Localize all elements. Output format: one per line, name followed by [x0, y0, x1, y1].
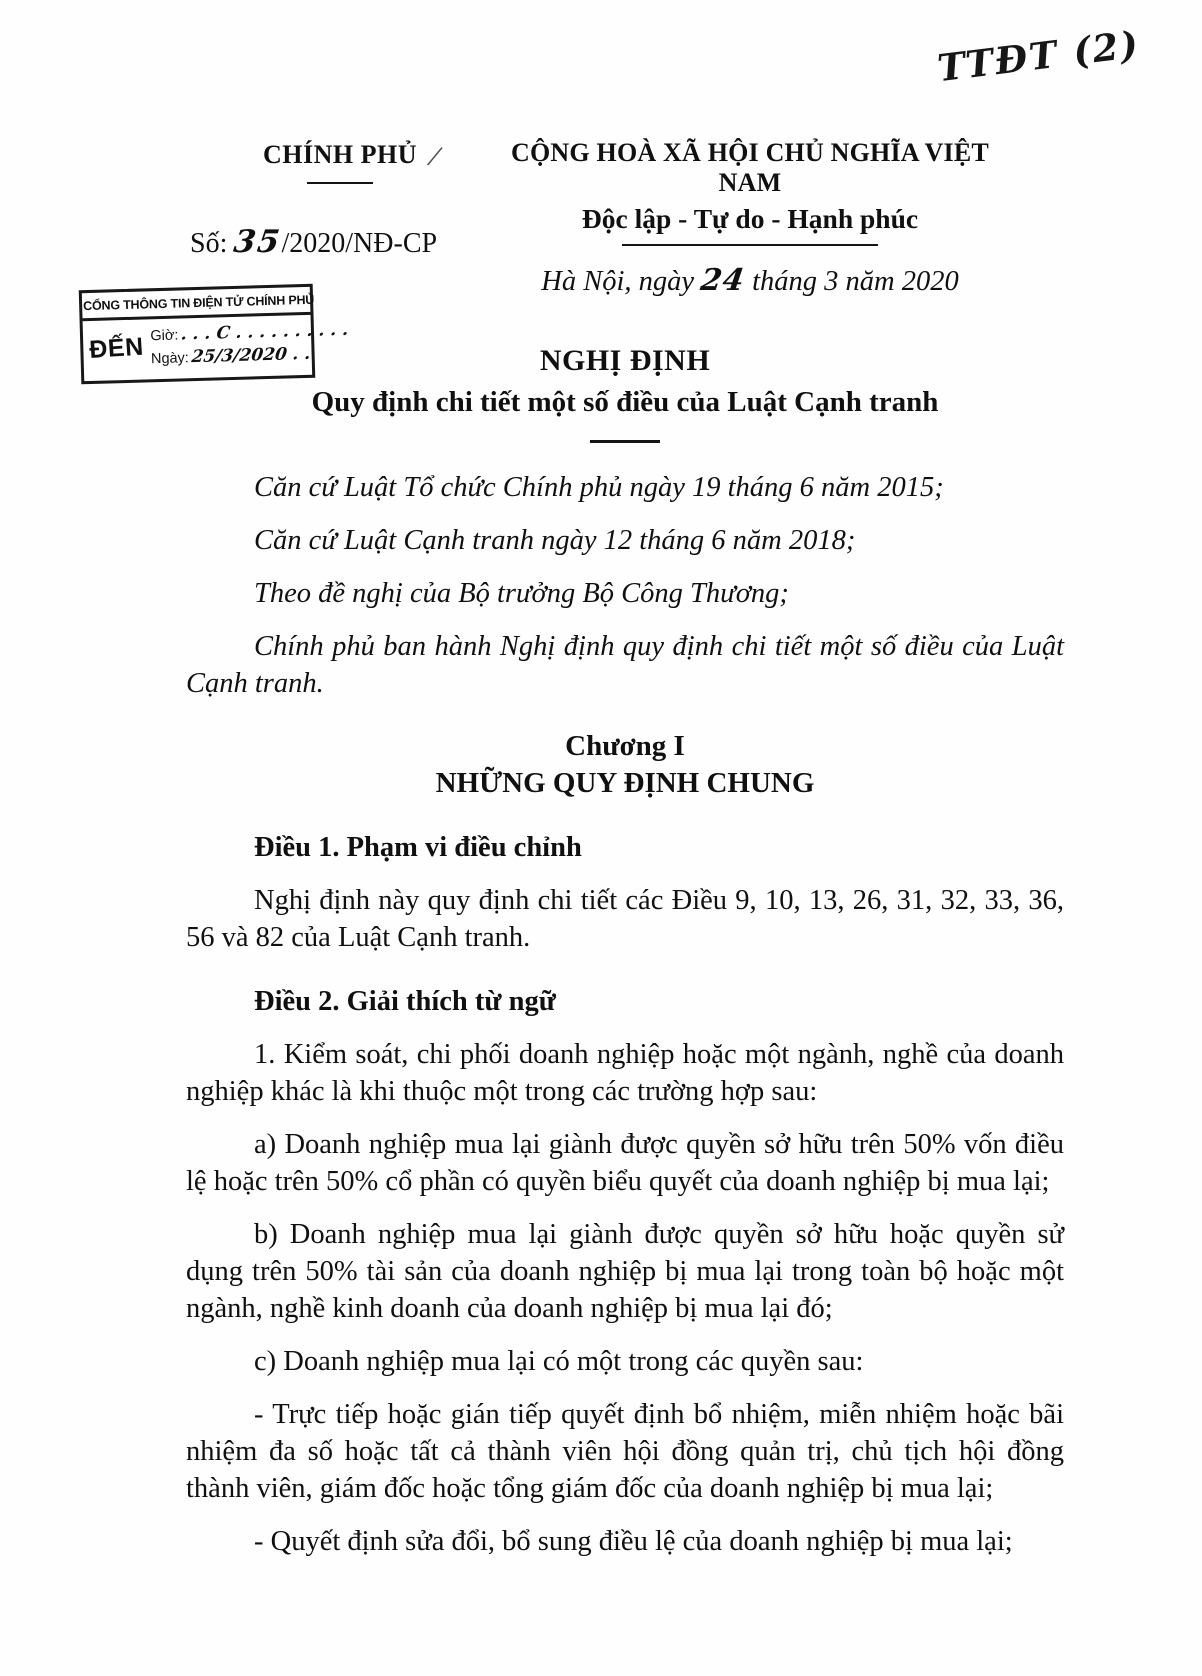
article-1-paragraph: Nghị định này quy định chi tiết các Điều 9, 10, 13, 26, 31, 32, 33, 36, 56 và 82 của Luật Cạnh tranh.	[186, 884, 1064, 953]
document-number	[190, 224, 490, 260]
header-motto-block	[480, 138, 1020, 298]
issuer-divider	[307, 182, 373, 184]
place-date-suffix: tháng 3 năm 2020	[752, 266, 959, 297]
document-number-suffix: /2020/NĐ-CP	[281, 228, 438, 259]
stamp-date-label: Ngày:	[150, 350, 190, 368]
place-and-date	[480, 263, 1020, 298]
stamp-time-label: Giờ:	[150, 327, 179, 345]
preamble-proposal: Theo đề nghị của Bộ trưởng Bộ Công Thương;	[254, 577, 789, 609]
preamble-basis-2: Căn cứ Luật Cạnh tranh ngày 12 tháng 6 năm 2018;	[254, 524, 856, 556]
article-2-clause-1: 1. Kiểm soát, chi phối doanh nghiệp hoặc một ngành, nghề của doanh nghiệp khác là khi thuộc một trong các trường hợp sau:	[186, 1038, 1064, 1107]
article-2-point-b: b) Doanh nghiệp mua lại giành được quyền sở hữu hoặc quyền sử dụng trên 50% tài sản của doanh nghiệp bị mua lại trong toàn bộ hoặc một ngành, nghề kinh doanh của doanh nghiệp bị mua lại đó;	[186, 1218, 1064, 1324]
chapter-title: NHỮNG QUY ĐỊNH CHUNG	[435, 766, 815, 799]
handwritten-date: 25/3/2020 . .	[190, 343, 312, 368]
national-motto: Độc lập - Tự do - Hạnh phúc	[581, 203, 919, 234]
chapter-heading	[186, 728, 1064, 802]
document-type-title: NGHỊ ĐỊNH	[539, 344, 711, 377]
article-2-heading: Điều 2. Giải thích từ ngữ	[254, 985, 556, 1017]
title-divider	[590, 440, 660, 443]
national-title: CỘNG HOÀ XÃ HỘI CHỦ NGHĨA VIỆT NAM	[511, 138, 989, 197]
handwritten-day: 24	[698, 263, 748, 298]
handwritten-time: . . . C . . . . . . . . . .	[180, 319, 350, 345]
motto-divider	[622, 244, 878, 246]
document-body	[186, 342, 1064, 1576]
preamble-enactment: Chính phủ ban hành Nghị định quy định chi tiết một số điều của Luật Cạnh tranh.	[186, 630, 1064, 699]
place-date-prefix: Hà Nội, ngày	[541, 266, 695, 297]
header-issuer-block	[190, 140, 490, 260]
chapter-number: Chương I	[565, 729, 685, 762]
stamp-received-label: ĐẾN	[88, 332, 145, 364]
article-2-point-a: a) Doanh nghiệp mua lại giành được quyền sở hữu trên 50% vốn điều lệ hoặc trên 50% cổ phần có quyền biểu quyết của doanh nghiệp bị mua lại;	[186, 1128, 1064, 1197]
article-1-heading: Điều 1. Phạm vi điều chỉnh	[254, 831, 582, 863]
article-2-point-c: c) Doanh nghiệp mua lại có một trong các quyền sau:	[254, 1345, 864, 1377]
pen-mark: /	[426, 139, 442, 174]
issuing-authority: CHÍNH PHỦ	[263, 140, 417, 169]
handwritten-document-number: 35	[231, 224, 285, 260]
handwritten-corner-note: TTĐT (2)	[934, 21, 1142, 91]
document-subtitle: Quy định chi tiết một số điều của Luật Cạnh tranh	[311, 386, 939, 418]
article-2-point-c-dash-2: - Quyết định sửa đổi, bổ sung điều lệ của doanh nghiệp bị mua lại;	[254, 1525, 1013, 1557]
preamble-basis-1: Căn cứ Luật Tổ chức Chính phủ ngày 19 tháng 6 năm 2015;	[254, 471, 944, 503]
document-number-label: Số:	[190, 228, 228, 259]
article-2-point-c-dash-1: - Trực tiếp hoặc gián tiếp quyết định bổ nhiệm, miễn nhiệm hoặc bãi nhiệm đa số hoặc tất cả thành viên hội đồng quản trị, chủ tịch hội đồng thành viên, giám đốc hoặc tổng giám đốc của doanh nghiệp bị mua lại;	[186, 1398, 1064, 1504]
stamp-office-title: CỔNG THÔNG TIN ĐIỆN TỬ CHÍNH PHỦ	[82, 287, 311, 321]
